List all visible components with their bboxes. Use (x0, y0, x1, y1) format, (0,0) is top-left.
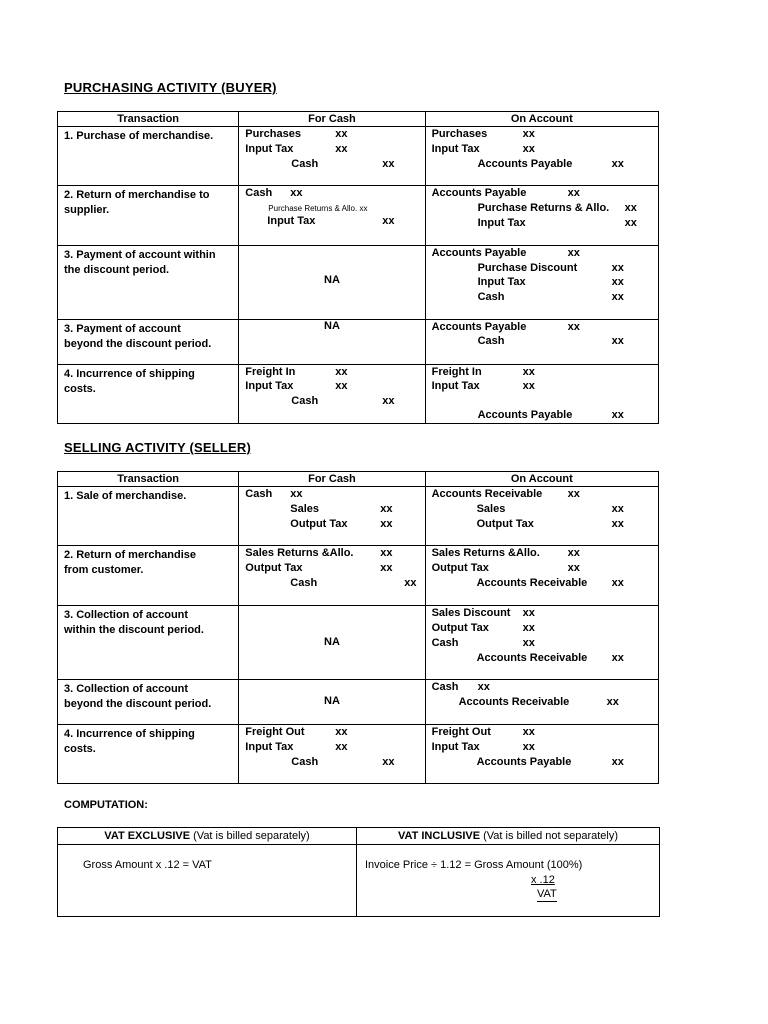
vat-inclusive-note: (Vat is billed not separately) (480, 830, 619, 842)
computation-heading: COMPUTATION: (64, 799, 148, 811)
entry-account: Accounts Payable (431, 321, 527, 333)
transaction-text: 4. Incurrence of shipping (64, 728, 195, 740)
entry-account: Input Tax (245, 143, 294, 155)
entry-amount: xx (567, 321, 580, 333)
vat-inclusive-formula: Invoice Price ÷ 1.12 = Gross Amount (100%) (365, 859, 583, 871)
entry-account: Purchase Discount (477, 262, 578, 274)
table-row (58, 487, 659, 546)
entry-account: Freight In (245, 366, 296, 378)
on-account-cell (425, 246, 658, 320)
for-cash-cell (239, 320, 425, 365)
entry-account: Cash (477, 291, 505, 303)
entry-amount: xx (567, 562, 580, 574)
entry-amount: xx (335, 128, 348, 140)
entry-account: Sales (476, 503, 506, 515)
vat-exclusive-formula: Gross Amount x .12 = VAT (83, 859, 212, 871)
on-account-cell (425, 365, 658, 424)
entry-account: Input Tax (477, 217, 526, 229)
transaction-text: 2. Return of merchandise (64, 549, 197, 561)
entry-amount: xx (611, 756, 624, 768)
transaction-text: costs. (64, 383, 96, 395)
entry-amount: xx (522, 622, 535, 634)
for-cash-cell (239, 186, 425, 246)
vat-inclusive-header (357, 828, 660, 845)
entry-account: Accounts Receivable (476, 652, 588, 664)
transaction-text: 1. Sale of merchandise. (64, 490, 187, 502)
transaction-cell (58, 487, 239, 546)
table-row (58, 320, 659, 365)
vat-exclusive-cell (58, 845, 357, 917)
transaction-text: within the discount period. (64, 624, 204, 636)
transaction-text: supplier. (64, 204, 110, 216)
entry-amount: xx (335, 366, 348, 378)
not-applicable: NA (324, 695, 340, 707)
for-cash-cell (239, 606, 425, 680)
entry-amount: xx (606, 696, 619, 708)
entry-account: Cash (291, 756, 319, 768)
entry-amount: xx (380, 547, 393, 559)
entry-amount: xx (567, 488, 580, 500)
table-row (58, 606, 659, 680)
entry-account: Input Tax (431, 380, 480, 392)
entry-amount: xx (522, 128, 535, 140)
entry-account: Input Tax (477, 276, 526, 288)
header-on-account: On Account (425, 472, 658, 487)
transaction-text: 3. Payment of account (64, 323, 181, 335)
for-cash-cell (239, 680, 425, 725)
entry-account: Input Tax (267, 215, 316, 227)
entry-account: Input Tax (431, 741, 480, 753)
vat-exclusive-header (58, 828, 357, 845)
on-account-cell (425, 320, 658, 365)
entry-amount: xx (624, 217, 637, 229)
transaction-cell (58, 606, 239, 680)
entry-amount: xx (522, 637, 535, 649)
entry-amount: xx (624, 202, 637, 214)
entry-account: Output Tax (431, 562, 489, 574)
for-cash-cell (239, 246, 425, 320)
entry-account: Accounts Payable (431, 247, 527, 259)
header-transaction: Transaction (58, 472, 239, 487)
entry-amount: xx (567, 187, 580, 199)
entry-amount: xx (380, 518, 393, 530)
entry-account: Cash (431, 681, 459, 693)
transaction-cell (58, 186, 239, 246)
entry-amount: xx (335, 741, 348, 753)
entry-account: Input Tax (431, 143, 480, 155)
for-cash-cell (239, 365, 425, 424)
entry-account: Output Tax (431, 622, 489, 634)
entry-amount: xx (335, 143, 348, 155)
entry-amount: xx (380, 503, 393, 515)
vat-header-row (58, 828, 660, 845)
entry-account: Cash (291, 395, 319, 407)
transaction-text: 3. Collection of account (64, 683, 189, 695)
entry-amount: xx (567, 547, 580, 559)
entry-amount: xx (522, 607, 535, 619)
for-cash-cell (239, 487, 425, 546)
entry-amount: xx (290, 488, 303, 500)
entry-account: Cash (431, 637, 459, 649)
entry-account: Cash (291, 158, 319, 170)
on-account-cell (425, 680, 658, 725)
entry-amount: xx (522, 380, 535, 392)
selling-heading: SELLING ACTIVITY (SELLER) (64, 440, 252, 455)
entry-amount: xx (335, 380, 348, 392)
transaction-text: the discount period. (64, 264, 170, 276)
entry-amount: xx (611, 518, 624, 530)
header-on-account: On Account (425, 112, 658, 127)
table-header-row (58, 112, 659, 127)
table-row (58, 365, 659, 424)
on-account-cell (425, 606, 658, 680)
for-cash-cell (239, 725, 425, 784)
entry-amount: xx (382, 158, 395, 170)
entry-account: Cash (245, 488, 273, 500)
entry-amount: xx (567, 247, 580, 259)
transaction-text: 3. Payment of account within (64, 249, 216, 261)
entry-account: Accounts Payable (477, 409, 573, 421)
not-applicable: NA (324, 636, 340, 648)
transaction-cell (58, 546, 239, 606)
on-account-cell (425, 725, 658, 784)
entry-amount: xx (382, 215, 395, 227)
entry-amount: xx (611, 503, 624, 515)
transaction-text: 3. Collection of account (64, 609, 189, 621)
entry-account: Freight Out (431, 726, 491, 738)
entry-account: Sales Returns &Allo. (431, 547, 540, 559)
entry-account: Freight In (431, 366, 482, 378)
vat-inclusive-title: VAT INCLUSIVE (397, 830, 481, 842)
on-account-cell (425, 127, 658, 186)
entry-account: Sales Returns &Allo. (245, 547, 354, 559)
table-row (58, 725, 659, 784)
entry-account: Freight Out (245, 726, 305, 738)
for-cash-cell (239, 546, 425, 606)
selling-table (57, 471, 659, 784)
entry-amount: xx (290, 187, 303, 199)
entry-amount: xx (611, 652, 624, 664)
entry-account: Cash (477, 335, 505, 347)
entry-account: Accounts Payable (431, 187, 527, 199)
transaction-cell (58, 680, 239, 725)
on-account-cell (425, 546, 658, 606)
table-row (58, 186, 659, 246)
vat-inclusive-multiplier: x .12 (531, 874, 555, 886)
transaction-text: 1. Purchase of merchandise. (64, 130, 214, 142)
entry-account: Output Tax (476, 518, 534, 530)
header-for-cash: For Cash (239, 112, 425, 127)
vat-inclusive-result: VAT (537, 888, 557, 900)
entry-account: Purchase Returns & Allo. (477, 202, 610, 214)
table-row (58, 680, 659, 725)
purchasing-heading: PURCHASING ACTIVITY (BUYER) (64, 80, 277, 95)
for-cash-cell (239, 127, 425, 186)
entry-account: Accounts Payable (477, 158, 573, 170)
entry-account: Output Tax (290, 518, 348, 530)
table-row (58, 127, 659, 186)
vat-exclusive-title: VAT EXCLUSIVE (104, 830, 191, 842)
entry-amount: xx (522, 726, 535, 738)
entry-amount: xx (611, 276, 624, 288)
entry-amount: xx (522, 143, 535, 155)
entry-amount: xx (380, 562, 393, 574)
transaction-text: 4. Incurrence of shipping (64, 368, 195, 380)
entry-amount: xx (404, 577, 417, 589)
transaction-text: 2. Return of merchandise to (64, 189, 210, 201)
entry-account: Input Tax (245, 380, 294, 392)
transaction-cell (58, 127, 239, 186)
transaction-text: from customer. (64, 564, 144, 576)
not-applicable: NA (324, 274, 340, 286)
entry-amount: xx (522, 366, 535, 378)
transaction-cell (58, 246, 239, 320)
vat-inclusive-cell (357, 845, 660, 917)
entry-amount: xx (611, 262, 624, 274)
transaction-text: beyond the discount period. (64, 338, 212, 350)
entry-amount: xx (382, 756, 395, 768)
entry-amount: xx (477, 681, 490, 693)
transaction-cell (58, 725, 239, 784)
entry-account: Purchases (431, 128, 488, 140)
entry-account: Cash (245, 187, 273, 199)
entry-amount: xx (611, 409, 624, 421)
not-applicable: NA (324, 320, 340, 332)
entry-account: Accounts Payable (476, 756, 572, 768)
entry-account: Accounts Receivable (431, 488, 543, 500)
entry-account: Sales Discount (431, 607, 511, 619)
entry-amount: xx (611, 577, 624, 589)
transaction-text: beyond the discount period. (64, 698, 212, 710)
entry-amount: xx (611, 335, 624, 347)
entry-amount: xx (382, 395, 395, 407)
entry-amount: xx (611, 291, 624, 303)
entry-amount: xx (522, 741, 535, 753)
entry-account: Sales (290, 503, 320, 515)
entry-account: Accounts Receivable (458, 696, 570, 708)
entry-account: Input Tax (245, 741, 294, 753)
table-row (58, 546, 659, 606)
entry-account: Accounts Receivable (476, 577, 588, 589)
entry-account: Cash (290, 577, 318, 589)
vat-table (57, 827, 660, 917)
entry-account: Purchases (245, 128, 301, 140)
entry-amount: xx (611, 158, 624, 170)
entry-account: Purchase Returns & Allo. xx (268, 204, 368, 213)
table-row (58, 246, 659, 320)
table-header-row (58, 472, 659, 487)
vat-formula-row (58, 845, 660, 917)
purchasing-table (57, 111, 659, 424)
transaction-cell (58, 320, 239, 365)
entry-amount: xx (335, 726, 348, 738)
on-account-cell (425, 487, 658, 546)
header-transaction: Transaction (58, 112, 239, 127)
transaction-cell (58, 365, 239, 424)
vat-exclusive-note: (Vat is billed separately) (190, 830, 310, 842)
on-account-cell (425, 186, 658, 246)
header-for-cash: For Cash (239, 472, 425, 487)
entry-account: Output Tax (245, 562, 303, 574)
transaction-text: costs. (64, 743, 96, 755)
